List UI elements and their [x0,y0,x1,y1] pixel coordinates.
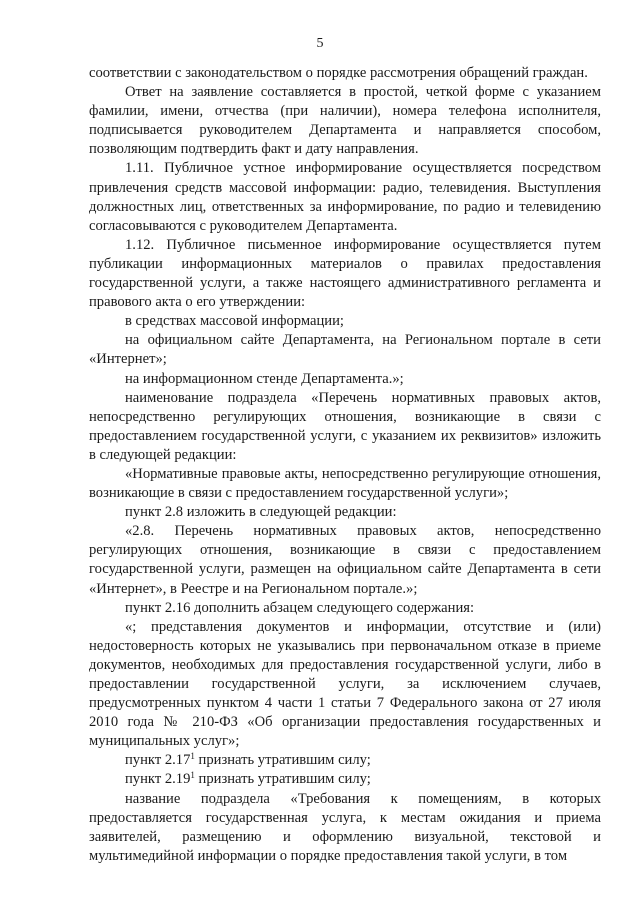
page-number: 5 [316,36,324,51]
paragraph-text: на информационном стенде Департамента.»; [125,370,404,387]
paragraph-text: на официальном сайте Департамента, на Региональном портале в сети «Интернет»; [89,332,601,368]
paragraph-text: пункт 2.17 [125,752,191,769]
paragraph-text: 1.11. Публичное устное информирование осуществляется посредством привлечения средств массовой информации: радио, телевидения. Выступления должностных лиц, ответственных за информирование, по радио и телевидению согласовываются с руководителем Департамента. [89,160,601,234]
paragraph [89,503,601,522]
paragraph [89,465,601,503]
paragraph-text: наименование подраздела «Перечень нормативных правовых актов, непосредственно регулирующих отношения, возникающие в связи с предоставлением государственной услуги, с указанием их реквизитов» изложить в следующей редакции: [89,389,601,463]
paragraph [89,770,601,789]
paragraph [89,159,601,235]
paragraph-text: пункт 2.16 дополнить абзацем следующего содержания: [125,599,475,616]
paragraph-text: пункт 2.8 изложить в следующей редакции: [125,504,397,521]
paragraph-text-tail: признать утратившим силу; [194,752,371,769]
superscript: 1 [190,751,195,762]
paragraph [89,389,601,465]
paragraph-text: соответствии с законодательством о порядке рассмотрения обращений граждан. [89,65,588,81]
paragraph [89,618,601,752]
document-body [89,64,601,866]
paragraph-text: Ответ на заявление составляется в простой, четкой форме с указанием фамилии, имени, отчества (при наличии), номера телефона исполнителя, подписывается руководителем Департамента и направляется способом, позволяющим подтвердить факт и дату направления. [89,84,601,158]
paragraph-text: 1.12. Публичное письменное информирование осуществляется путем публикации информационных материалов о правилах предоставления государственной услуги, а также настоящего административного регламента и правового акта о его утверждении: [89,236,601,311]
paragraph-text: название подраздела «Требования к помещениям, в которых предоставляется государственная услуга, к местам ожидания и приема заявителей, размещению и оформлению визуальной, текстовой и мультимедийной информации о порядке предоставления такой услуги, в том [89,790,601,864]
paragraph [89,599,601,618]
paragraph [89,751,601,770]
paragraph-text: «Нормативные правовые акты, непосредственно регулирующие отношения, возникающие в связи с предоставлением государственной услуги»; [89,465,601,502]
paragraph [89,236,601,312]
paragraph-text: «; представления документов и информации, отсутствие и (или) недостоверность которых не указывались при первоначальном отказе в приеме документов, необходимых для предоставления государственной услуги, либо в предоставлении государственной услуги, за исключением случаев, предусмотренных пунктом 4 части 1 статьи 7 Федерального закона от 27 июля 2010 года № 210-ФЗ «Об организации предоставления государственных и муниципальных услуг»; [89,618,601,750]
paragraph-text: «2.8. Перечень нормативных правовых актов, непосредственно регулирующих отношения, возникающие в связи с предоставлением государственной услуги, размещен на официальном сайте Департамента в сети «Интернет», в Реестре и на Региональном портале.»; [89,523,601,597]
paragraph-text: пункт 2.19 [125,771,191,788]
paragraph [89,331,601,369]
paragraph [89,370,601,389]
paragraph-text-tail: признать утратившим силу; [194,771,371,788]
paragraph [89,83,601,159]
paragraph [89,790,601,866]
paragraph [89,522,601,598]
superscript: 1 [190,770,195,781]
paragraph-text: в средствах массовой информации; [125,313,344,330]
paragraph [89,64,601,83]
paragraph [89,312,601,331]
